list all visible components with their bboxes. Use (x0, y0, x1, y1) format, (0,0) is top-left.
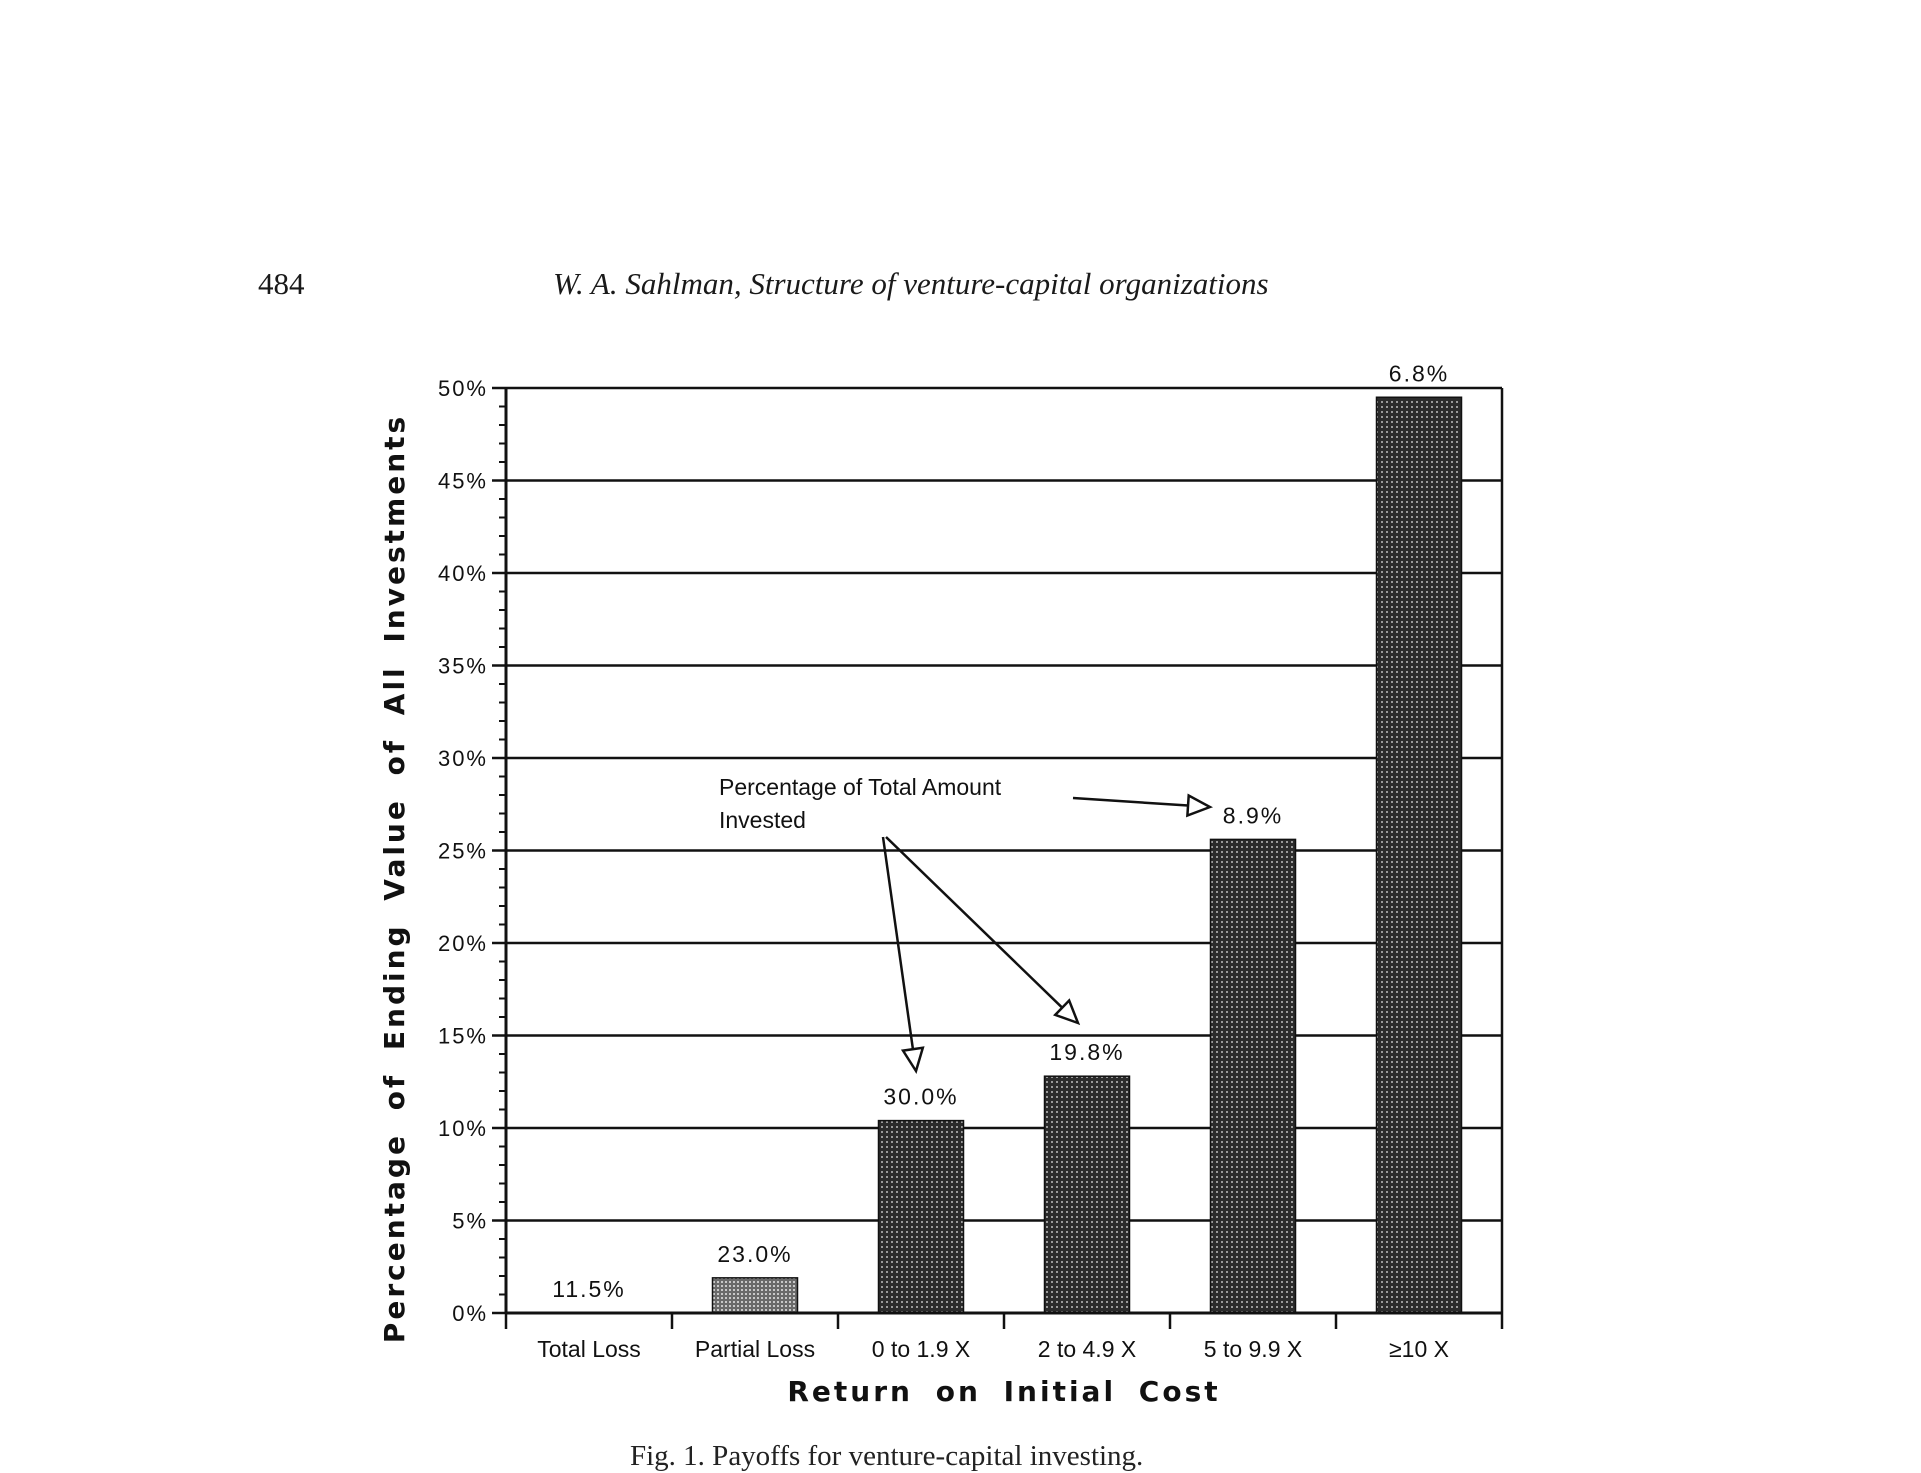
data-label: 11.5% (552, 1276, 626, 1302)
bar (1377, 397, 1462, 1313)
annotation-arrowhead (1187, 796, 1210, 816)
figure-caption: Fig. 1. Payoffs for venture-capital investing. (630, 1440, 1144, 1472)
y-axis-title: Percentage of Ending Value of All Investments (378, 413, 411, 1344)
x-tick-label: 5 to 9.9 X (1203, 1336, 1303, 1362)
y-tick-label: 45% (437, 468, 488, 494)
annotation-arrowhead (903, 1048, 923, 1071)
data-label: 23.0% (717, 1240, 793, 1267)
x-tick-label: 0 to 1.9 X (871, 1336, 971, 1362)
annotation-arrow-line (886, 837, 1062, 1008)
y-tick-label: 30% (437, 746, 488, 771)
annotation-arrow-line (1073, 798, 1188, 806)
data-label: 8.9% (1222, 802, 1284, 829)
y-tick-label: 10% (437, 1116, 488, 1141)
bar (879, 1121, 964, 1313)
x-tick-label: Partial Loss (694, 1336, 816, 1362)
annotation-text-line-1: Percentage of Total Amount (719, 774, 1002, 800)
x-tick-label: Total Loss (537, 1336, 641, 1362)
annotation-text-line-2: Invested (719, 807, 806, 833)
gridlines (506, 481, 1502, 1221)
y-tick-label: 20% (437, 931, 488, 956)
page-number: 484 (258, 266, 305, 301)
bars (713, 397, 1462, 1313)
data-label: 30.0% (883, 1083, 959, 1110)
bar (1211, 839, 1296, 1313)
y-axis-ticks (438, 376, 506, 1326)
annotation (719, 774, 1210, 1071)
x-tick-label: ≥10 X (1389, 1336, 1449, 1362)
y-tick-label: 15% (437, 1023, 488, 1049)
x-tick-label: 2 to 4.9 X (1037, 1336, 1137, 1362)
y-tick-label: 0% (452, 1301, 488, 1326)
y-tick-label: 25% (437, 838, 488, 864)
data-label: 6.8% (1388, 360, 1450, 387)
x-axis-title: Return on Initial Cost (787, 1375, 1221, 1408)
bar (713, 1278, 798, 1313)
data-label: 19.8% (1049, 1039, 1125, 1066)
y-tick-label: 5% (452, 1208, 488, 1234)
x-axis-ticks (506, 1313, 1502, 1362)
running-head: W. A. Sahlman, Structure of venture-capital organizations (553, 266, 1269, 301)
data-labels (552, 360, 1449, 1302)
y-tick-label: 35% (437, 653, 488, 679)
y-tick-label: 40% (437, 561, 488, 586)
bar (1045, 1076, 1130, 1313)
y-tick-label: 50% (437, 376, 488, 401)
